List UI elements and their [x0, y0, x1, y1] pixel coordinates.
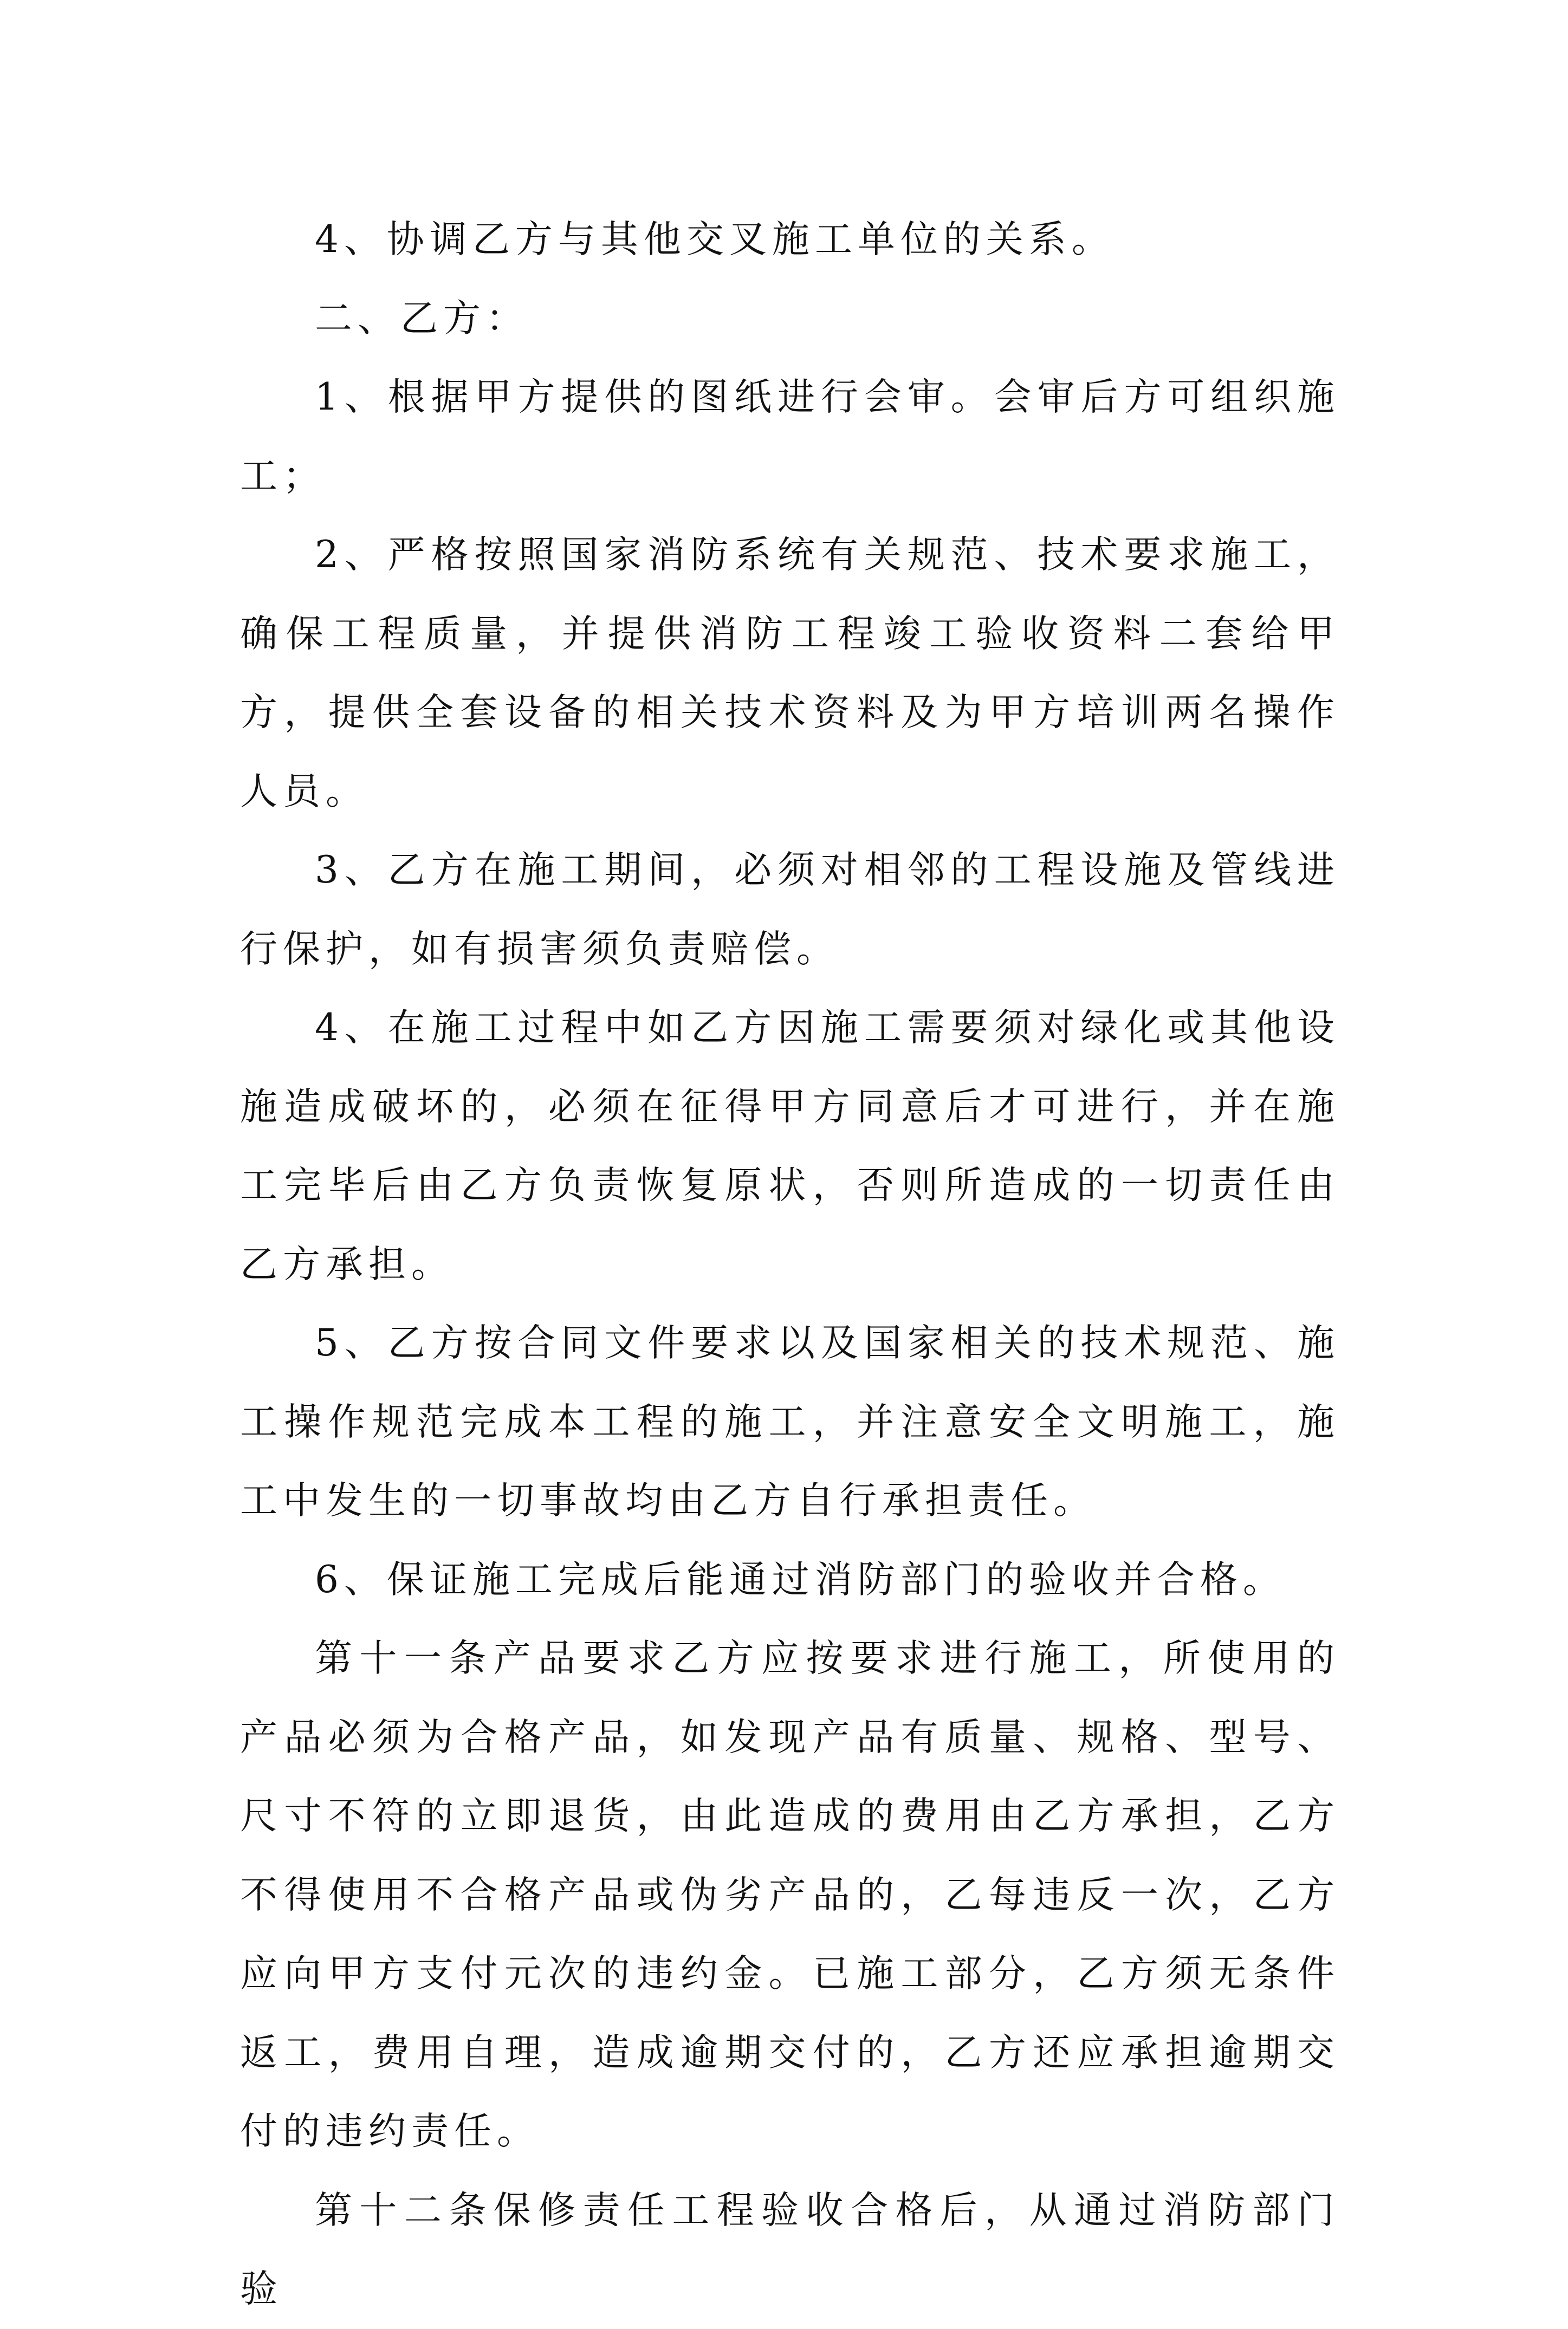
paragraph-restoration: 4、在施工过程中如乙方因施工需要须对绿化或其他设施造成破坏的，必须在征得甲方同意后才可进行，并在施工完毕后由乙方负责恢复原状，否则所造成的一切责任由乙方承担。 — [240, 1006, 1340, 1286]
paragraph-coordination: 4、协调乙方与其他交叉施工单位的关系。 — [315, 218, 1115, 261]
paragraph-article-12: 第十二条保修责任工程验收合格后，从通过消防部门验 — [240, 2188, 1340, 2311]
document-body — [240, 200, 1340, 2329]
paragraph-acceptance: 6、保证施工完成后能通过消防部门的验收并合格。 — [315, 1558, 1286, 1601]
paragraph-safety: 5、乙方按合同文件要求以及国家相关的技术规范、施工操作规范完成本工程的施工，并注意安全文明施工，施工中发生的一切事故均由乙方自行承担责任。 — [240, 1321, 1340, 1522]
paragraph-standards: 2、严格按照国家消防系统有关规范、技术要求施工，确保工程质量，并提供消防工程竣工验收资料二套给甲方，提供全套设备的相关技术资料及为甲方培训两名操作人员。 — [240, 533, 1340, 813]
paragraph-party-b-heading: 二、乙方： — [315, 296, 529, 340]
paragraph-drawing-review: 1、根据甲方提供的图纸进行会审。会审后方可组织施工； — [240, 375, 1340, 498]
paragraph-article-11: 第十一条产品要求乙方应按要求进行施工，所使用的产品必须为合格产品，如发现产品有质量、规格、型号、尺寸不符的立即退货，由此造成的费用由乙方承担，乙方不得使用不合格产品或伪劣产品的，乙每违反一次，乙方应向甲方支付元次的违约金。已施工部分，乙方须无条件返工，费用自理，造成逾期交付的，乙方还应承担逾期交付的违约责任。 — [240, 1637, 1340, 2153]
paragraph-protection: 3、乙方在施工期间，必须对相邻的工程设施及管线进行保护，如有损害须负责赔偿。 — [240, 848, 1340, 971]
